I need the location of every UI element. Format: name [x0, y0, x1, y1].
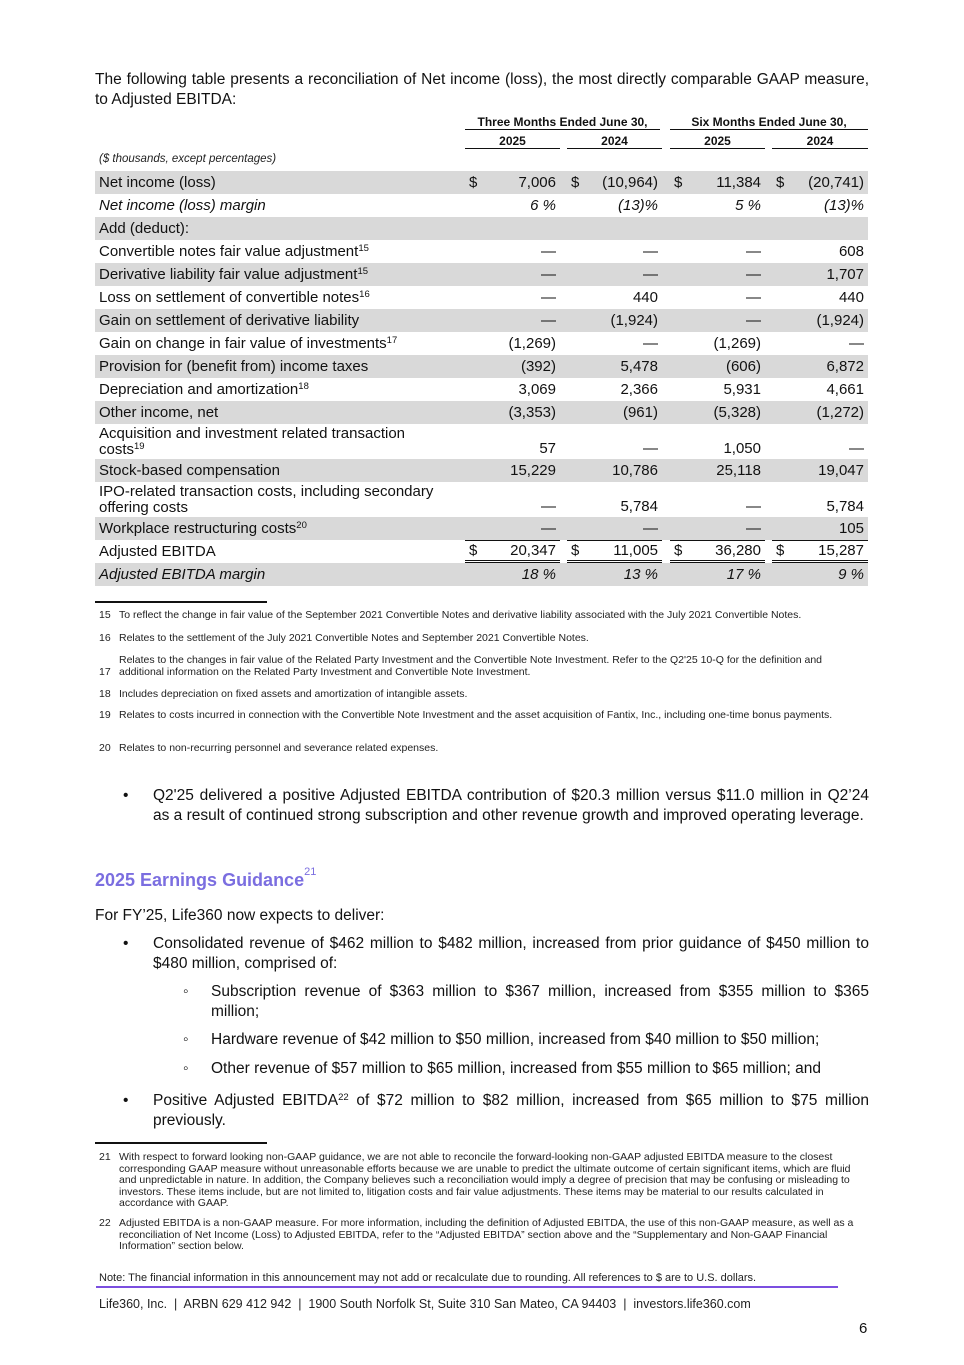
value-cell	[670, 517, 765, 540]
row-label: Loss on settlement of convertible notes$^{16}$	[99, 288, 370, 306]
bullet-icon: •	[123, 1092, 129, 1109]
row-label: Net income (loss) margin	[99, 196, 266, 214]
value: (1,924)	[816, 312, 864, 329]
value-cell	[670, 401, 765, 424]
footnote: 21 With respect to forward looking non-GAAP guidance, we are not able to reconcile the forward-looking non-GAAP adjusted EBITDA measure to the closest corresponding GAAP measure without unreasonable efforts because we are unable to predict the ultimate outcome of certain significant items, which are fluid and unpredictable in nature. In addition, the Company believes such a reconciliation would imply a degree of precision that may be confusing or misleading to investors. These items include, but are not limited to, litigation costs and fair value adjustments. These items may be material to our results calculated in accordance with GAAP.	[99, 1151, 851, 1209]
value: (3,353)	[508, 404, 556, 421]
footnote-divider	[95, 1142, 267, 1144]
header-year: 2024	[772, 134, 868, 149]
q2-ebitda-bullet: Q2'25 delivered a positive Adjusted EBITDA contribution of $20.3 million versus $11.0 million in Q2’24 as a result of continued strong subscription and other revenue growth and improved operating leverage.	[153, 787, 869, 824]
guidance-heading: 2025 Earnings Guidance$^{21}$	[95, 866, 317, 890]
dollar-sign: $	[776, 174, 785, 191]
page-number: 6	[859, 1320, 868, 1337]
footnote: 22 Adjusted EBITDA is a non-GAAP measure. For more information, including the definition of Adjusted EBITDA, the use of this non-GAAP measure, as well as a reconciliation of Net Income (Loss) to Adjusted EBITDA, refer to the “Adjusted EBITDA” section above and the “Supplementary and Non-GAAP Financial Information” section below.	[99, 1217, 854, 1252]
value-cell	[465, 424, 560, 459]
value: —	[643, 335, 658, 352]
value: 608	[838, 243, 864, 260]
table-row	[95, 240, 868, 263]
value-cell	[670, 240, 765, 263]
value-cell	[567, 240, 662, 263]
rounding-note: Note: The financial information in this announcement may not add or recalculate due to rounding. All references to $ are to U.S. dollars.	[99, 1272, 757, 1284]
value: 19,047	[818, 462, 864, 479]
value: 20,347	[510, 542, 556, 559]
value: 13 %	[623, 566, 658, 583]
value-cell	[670, 540, 765, 563]
footnote-divider	[95, 601, 267, 603]
sub-bullet-icon: ◦	[183, 1031, 189, 1048]
value: (1,272)	[816, 404, 864, 421]
value-cell	[567, 378, 662, 401]
value-cell	[772, 378, 868, 401]
value: 11,384	[716, 174, 761, 191]
company-footer: Life360, Inc. | ARBN 629 412 942 | 1900 South Norfolk St, Suite 310 San Mateo, CA 94403 | investors.life360.com	[99, 1297, 751, 1311]
value-cell	[465, 263, 560, 286]
header-year: 2025	[465, 134, 560, 149]
value: 6 %	[530, 197, 556, 214]
table-row	[95, 286, 868, 309]
value: —	[746, 266, 761, 283]
row-label: Net income (loss)	[99, 173, 216, 191]
row-label: Stock-based compensation	[99, 461, 280, 479]
value-cell	[670, 355, 765, 378]
value: (13)%	[823, 197, 864, 214]
table-row	[95, 459, 868, 482]
bullet-icon: •	[123, 787, 129, 804]
sub-bullet-icon: ◦	[183, 983, 189, 1000]
value-cell	[567, 517, 662, 540]
table-row	[95, 217, 868, 240]
value-cell	[772, 240, 868, 263]
value-cell	[567, 401, 662, 424]
value-cell	[670, 286, 765, 309]
value: —	[849, 440, 864, 457]
value: —	[746, 520, 761, 537]
table-row	[95, 563, 868, 586]
units-note: ($ thousands, except percentages)	[99, 153, 277, 165]
value-cell	[772, 355, 868, 378]
value-cell	[465, 355, 560, 378]
value-cell	[670, 263, 765, 286]
value-cell	[465, 517, 560, 540]
table-row	[95, 171, 868, 194]
row-label: Other income, net	[99, 403, 219, 421]
footer-divider	[96, 1286, 838, 1288]
value-cell	[465, 171, 560, 194]
footnote: 19 Relates to costs incurred in connection with the Convertible Note Investment and the asset acquisition of Fantix, Inc., including one-time bonus payments.	[99, 709, 833, 721]
value: —	[746, 312, 761, 329]
subscription-guidance: Subscription revenue of $363 million to $367 million, increased from $355 million to $365 million;	[211, 983, 869, 1020]
value: 11,005	[613, 542, 658, 559]
table-row	[95, 263, 868, 286]
value-cell	[465, 378, 560, 401]
dollar-sign: $	[571, 174, 580, 191]
value-cell	[670, 171, 765, 194]
value: (1,269)	[713, 335, 761, 352]
table-row	[95, 401, 868, 424]
value: 15,229	[510, 462, 556, 479]
value-cell	[772, 563, 868, 586]
value: —	[541, 289, 556, 306]
value: 9 %	[838, 566, 864, 583]
revenue-guidance-bullet: Consolidated revenue of $462 million to $482 million, increased from prior guidance of $450 million to $480 million, comprised of:	[153, 935, 869, 972]
value-cell	[465, 194, 560, 217]
value-cell	[465, 563, 560, 586]
value-cell	[772, 332, 868, 355]
value-cell	[465, 309, 560, 332]
value-cell	[670, 563, 765, 586]
value-cell	[567, 332, 662, 355]
value: 5,784	[620, 498, 658, 515]
value: (1,924)	[610, 312, 658, 329]
table-row	[95, 540, 868, 563]
value: (606)	[725, 358, 761, 375]
value-cell	[465, 332, 560, 355]
value-cell	[567, 171, 662, 194]
value: 5,784	[826, 498, 864, 515]
dollar-sign: $	[469, 174, 478, 191]
value: (13)%	[617, 197, 658, 214]
dollar-sign: $	[571, 542, 580, 559]
value-cell	[772, 459, 868, 482]
value: 7,006	[518, 174, 556, 191]
value-cell	[567, 482, 662, 517]
value-cell	[567, 563, 662, 586]
value: 57	[539, 440, 556, 457]
row-label: Acquisition and investment related transaction costs$^{19}$	[99, 425, 406, 458]
value: 105	[838, 520, 864, 537]
other-revenue-guidance: Other revenue of $57 million to $65 million, increased from $55 million to $65 million; and	[211, 1060, 821, 1077]
value-cell	[465, 540, 560, 563]
value: (961)	[622, 404, 658, 421]
dollar-sign: $	[776, 542, 785, 559]
value-cell	[772, 517, 868, 540]
row-label: Provision for (benefit from) income taxes	[99, 357, 369, 375]
value-cell	[772, 401, 868, 424]
value-cell	[465, 482, 560, 517]
value-cell	[465, 286, 560, 309]
value: —	[849, 335, 864, 352]
value-cell	[670, 309, 765, 332]
intro-paragraph: The following table presents a reconciliation of Net income (loss), the most directly comparable GAAP measure, to Adjusted EBITDA:	[95, 71, 869, 108]
value: (5,328)	[713, 404, 761, 421]
value-cell	[465, 401, 560, 424]
sub-bullet-icon: ◦	[183, 1060, 189, 1077]
value-cell	[670, 217, 765, 240]
value-cell	[670, 332, 765, 355]
value: 36,280	[715, 542, 761, 559]
value: —	[541, 498, 556, 515]
value: —	[746, 498, 761, 515]
footnote: 18 Includes depreciation on fixed assets and amortization of intangible assets.	[99, 688, 468, 700]
value-cell	[567, 424, 662, 459]
value: —	[643, 520, 658, 537]
value: 6,872	[826, 358, 864, 375]
value: 18 %	[521, 566, 556, 583]
table-row	[95, 517, 868, 540]
value: 1,050	[723, 440, 761, 457]
footnote: 15 To reflect the change in fair value of the September 2021 Convertible Notes and derivative liability associated with the July 2021 Convertible Notes.	[99, 609, 802, 621]
value-cell	[670, 424, 765, 459]
value: 3,069	[518, 381, 556, 398]
value-cell	[567, 286, 662, 309]
value: —	[746, 289, 761, 306]
table-row	[95, 355, 868, 378]
header-year: 2025	[670, 134, 765, 149]
value-cell	[772, 286, 868, 309]
value-cell	[567, 217, 662, 240]
value: 440	[838, 289, 864, 306]
value: —	[541, 520, 556, 537]
value-cell	[670, 459, 765, 482]
value: 4,661	[826, 381, 864, 398]
value: 440	[632, 289, 658, 306]
header-year: 2024	[567, 134, 662, 149]
value-cell	[772, 263, 868, 286]
value-cell	[772, 194, 868, 217]
footnote: 17 Relates to the changes in fair value of the Related Party Investment and the Convertible Note Investment. Refer to the Q2'25 10-Q for the definition and additional information on the Related Party Investment and Convertible Note Investment.	[99, 654, 822, 678]
dollar-sign: $	[469, 542, 478, 559]
table-row	[95, 424, 868, 459]
value: 5 %	[735, 197, 761, 214]
value: 2,366	[620, 381, 658, 398]
value-cell	[772, 540, 868, 563]
value-cell	[670, 378, 765, 401]
value: 25,118	[716, 462, 761, 479]
value: 5,931	[723, 381, 761, 398]
value: —	[541, 243, 556, 260]
value-cell	[465, 217, 560, 240]
row-label: Adjusted EBITDA margin	[99, 565, 266, 583]
value: —	[643, 266, 658, 283]
value-cell	[567, 540, 662, 563]
value-cell	[567, 459, 662, 482]
value: (20,741)	[808, 174, 864, 191]
footnote: 16 Relates to the settlement of the July 2021 Convertible Notes and September 2021 Convertible Notes.	[99, 632, 589, 644]
row-label: Workplace restructuring costs$^{20}$	[99, 519, 307, 537]
bullet-icon: •	[123, 935, 129, 952]
value-cell	[772, 309, 868, 332]
table-row	[95, 482, 868, 517]
value: —	[541, 266, 556, 283]
hardware-guidance: Hardware revenue of $42 million to $50 million, increased from $40 million to $50 million;	[211, 1031, 820, 1048]
table-row	[95, 332, 868, 355]
value: —	[643, 440, 658, 457]
value-cell	[772, 482, 868, 517]
value-cell	[772, 171, 868, 194]
table-row	[95, 194, 868, 217]
value-cell	[465, 459, 560, 482]
row-label: IPO-related transaction costs, including secondary offering costs	[99, 483, 434, 516]
value-cell	[772, 424, 868, 459]
value: 17 %	[726, 566, 761, 583]
value-cell	[772, 217, 868, 240]
row-label: Derivative liability fair value adjustment$^{15}$	[99, 265, 369, 283]
row-label: Gain on change in fair value of investments$^{17}$	[99, 334, 398, 352]
value-cell	[567, 309, 662, 332]
value: 10,786	[612, 462, 658, 479]
value: (1,269)	[508, 335, 556, 352]
value: (392)	[520, 358, 556, 375]
value: —	[746, 243, 761, 260]
value: —	[643, 243, 658, 260]
dollar-sign: $	[674, 174, 683, 191]
row-label: Add (deduct):	[99, 219, 190, 237]
value-cell	[670, 482, 765, 517]
dollar-sign: $	[674, 542, 683, 559]
row-label: Gain on settlement of derivative liability	[99, 311, 360, 329]
value: (10,964)	[602, 174, 658, 191]
value-cell	[567, 194, 662, 217]
header-six-months: Six Months Ended June 30,	[670, 115, 868, 130]
value-cell	[465, 240, 560, 263]
header-three-months: Three Months Ended June 30,	[465, 115, 660, 130]
value: 1,707	[826, 266, 864, 283]
guidance-lead: For FY’25, Life360 now expects to deliver:	[95, 907, 385, 924]
row-label: Adjusted EBITDA	[99, 542, 216, 560]
table-row	[95, 378, 868, 401]
value-cell	[670, 194, 765, 217]
value: —	[541, 312, 556, 329]
value: 15,287	[818, 542, 864, 559]
row-label: Depreciation and amortization$^{18}$	[99, 380, 309, 398]
table-row	[95, 309, 868, 332]
footnote: 20 Relates to non-recurring personnel and severance related expenses.	[99, 742, 439, 754]
value-cell	[567, 355, 662, 378]
value-cell	[567, 263, 662, 286]
row-label: Convertible notes fair value adjustment$^{15}$	[99, 242, 369, 260]
ebitda-guidance-bullet: Positive Adjusted EBITDA$^{22}$ of $72 million to $82 million, increased from $65 million to $75 million previously.	[153, 1092, 869, 1129]
value: 5,478	[620, 358, 658, 375]
